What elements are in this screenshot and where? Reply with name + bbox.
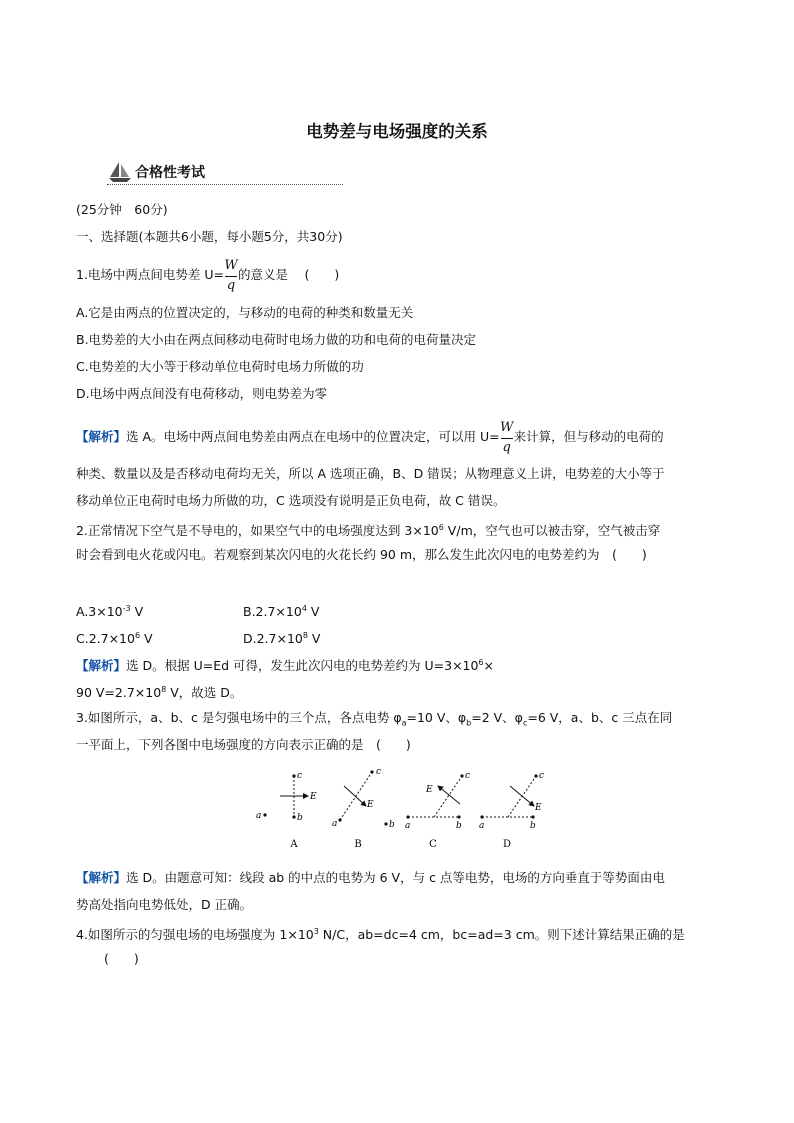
q1-stem-post: 的意义是 ( ) (238, 267, 340, 282)
svg-text:E: E (426, 785, 433, 795)
svg-text:a: a (332, 819, 338, 829)
q2-stem-line1 (76, 519, 660, 540)
svg-text:a: a (479, 821, 485, 831)
caption-d: D (502, 839, 512, 850)
analysis-tag: 【解析】 (76, 658, 127, 674)
svg-text:c: c (297, 771, 303, 781)
analysis-tag: 【解析】 (76, 429, 127, 444)
q3-stem-line2: 一平面上，下列各图中电场强度的方向表示正确的是 ( ) (76, 737, 411, 752)
q4-stem-line1: 4.如图所示的匀强电场的电场强度为 $1\times 10^3$ N/C，ab=dc=4 cm，bc=ad=3 cm。则下述计算结果正确的是 (76, 927, 685, 943)
frac-numerator: W (224, 257, 238, 273)
caption-c: C (429, 839, 437, 850)
frac-denominator: q (226, 277, 236, 293)
frac-denominator: q (502, 439, 511, 455)
svg-text:c: c (376, 767, 382, 777)
q4-stem-line2: ( ) (104, 951, 139, 966)
q2-line1-post: V/m，空气也可以被击穿，空气被击穿 (443, 523, 661, 539)
diagram-d (479, 771, 544, 850)
caption-a: A (290, 839, 298, 850)
svg-text:b: b (297, 813, 303, 823)
q3-analysis-line1: 【解析】选 D。由题意可知：线段 ab 的中点的电势为 6 V，与 c 点等电势，电场的方向垂直于等势面由电 (76, 870, 665, 885)
q1-analysis-line3: 移动单位正电荷时电场力所做的功，C 选项没有说明是正负电荷，故 C 错误。 (76, 493, 506, 508)
q2-option-a: $A.3\times 10^{-3}$ V (76, 604, 144, 620)
q1-stem (76, 257, 340, 293)
svg-text:E: E (310, 792, 317, 802)
q2-option-c: $C.2.7\times 10^6$ V (76, 631, 153, 647)
q1-fraction (224, 257, 238, 293)
svg-text:E: E (367, 800, 374, 810)
q1-option-c: C.电势差的大小等于移动单位电荷时电场力所做的功 (76, 359, 364, 374)
analysis-tag: 【解析】 (76, 870, 127, 885)
q1-option-d: D.电场中两点间没有电荷移动，则电势差为零 (76, 386, 328, 401)
frac-numerator: W (499, 419, 514, 435)
q2-option-b: $B.2.7\times 10^4$ V (243, 604, 320, 620)
q2-analysis-line2: 90 $V=2.7\times 10^8$ V，故选 D。 (76, 685, 243, 701)
q2-line1-pre: 2.正常情况下空气是不导电的，如果空气中的电场强度达到 3×10 (76, 523, 439, 539)
q1-analysis-fraction (499, 419, 514, 455)
q2-exponent: 6 (438, 523, 444, 532)
svg-text:E: E (535, 803, 542, 813)
svg-text:c: c (465, 771, 471, 781)
caption-b: B (354, 839, 362, 850)
svg-text:b: b (456, 821, 462, 831)
q3-analysis-line2: 势高处指向电势低处，D 正确。 (76, 897, 253, 912)
diagram-c (405, 771, 470, 850)
q1-analysis-pre: 选 A。电场中两点间电势差由两点在电场中的位置决定，可以用 U= (126, 429, 500, 444)
q2-analysis-line1: 【解析】选 D。根据 U=Ed 可得，发生此次闪电的电势差约为 $U=3\times 10^6\times$ (76, 658, 495, 674)
q3-stem-line1: 3.如图所示，a、b、c 是匀强电场中的三个点，各点电势 $\varphi_a=10$ V、$\varphi_b=2$ V、$\varphi_c=6$ V，a、b、c 三点在同 (76, 710, 673, 728)
q1-analysis-line2: 种类、数量以及是否移动电荷均无关，所以 A 选项正确，B、D 错误；从物理意义上讲，电势差的大小等于 (76, 466, 665, 481)
section-label: 合格性考试 (135, 165, 205, 181)
q1-option-a: A.它是由两点的位置决定的，与移动的电荷的种类和数量无关 (76, 305, 414, 320)
exam-meta: (25分钟 60分) (76, 202, 168, 217)
q1-stem-pre: 1.电场中两点间电势差 U= (76, 267, 225, 282)
part-heading: 一、选择题(本题共6小题，每小题5分，共30分) (76, 229, 343, 244)
q3-figure (248, 762, 548, 852)
svg-text:b: b (530, 821, 536, 831)
q2-stem-line2: 时会看到电火花或闪电。若观察到某次闪电的火花长约 90 m，那么发生此次闪电的电势差约为 ( ) (76, 547, 647, 562)
svg-text:b: b (389, 820, 395, 830)
q1-analysis-post: 来计算，但与移动的电荷的 (513, 429, 664, 444)
q1-option-b: B.电势差的大小由在两点间移动电荷时电场力做的功和电荷的电荷量决定 (76, 332, 477, 347)
q1-analysis-line1 (76, 419, 664, 455)
sailboat-icon (107, 160, 133, 184)
section-header (107, 160, 343, 185)
svg-text:a: a (405, 821, 411, 831)
svg-text:c: c (539, 771, 545, 781)
svg-text:a: a (256, 811, 262, 821)
diagram-b (332, 767, 395, 850)
diagram-a (256, 771, 317, 850)
q2-option-d: $D.2.7\times 10^8$ V (243, 631, 321, 647)
page-title: 电势差与电场强度的关系 (306, 122, 488, 141)
